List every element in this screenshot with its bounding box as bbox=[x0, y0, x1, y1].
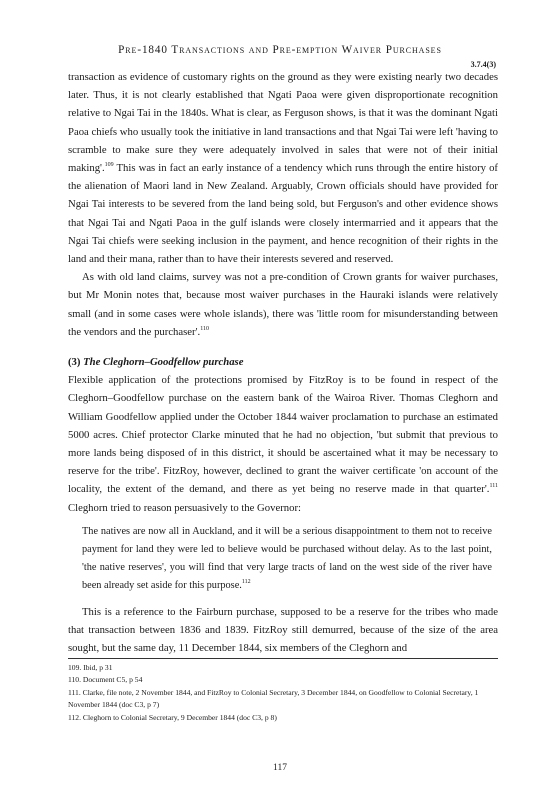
paragraph-4-text: This is a reference to the Fairburn purchase, supposed to be a reserve for the tribes who made that transaction between 1836 and 1839. FitzRoy still demurred, because of the size of the area sought, but the same day, 11 December 1844, six members of the Cleghorn and bbox=[68, 605, 498, 655]
block-quote-text: The natives are now all in Auckland, and it will be a serious disappointment to them not to receive payment for land they were led to believe would be purchased without delay. As to the last point, 'the native reserves', you will find that very large tracts of land on the west side of the river have been already set aside for this purpose. bbox=[82, 525, 492, 591]
running-head: Pre-1840 Transactions and Pre-emption Waiver Purchases bbox=[118, 44, 442, 56]
footnote-111: 111. Clarke, file note, 2 November 1844, and FitzRoy to Colonial Secretary, 3 December 1844, on Goodfellow to Colonial Secretary, 1 November 1844 (doc C3, p 7) bbox=[68, 687, 479, 710]
footnote-ref-110[interactable]: 110 bbox=[200, 325, 209, 332]
paragraph-3-text-b: Cleghorn tried to reason persuasively to the Governor: bbox=[68, 501, 301, 514]
footnote-ref-109[interactable]: 109 bbox=[104, 162, 114, 169]
subsection-title: The Cleghorn–Goodfellow purchase bbox=[83, 356, 244, 369]
subsection-heading bbox=[68, 353, 498, 371]
footnotes bbox=[68, 662, 498, 724]
footnote-112: 112. Cleghorn to Colonial Secretary, 9 December 1844 (doc C3, p 8) bbox=[68, 712, 277, 722]
footnote-ref-112[interactable]: 112 bbox=[241, 578, 251, 585]
subsection-number: (3) bbox=[68, 356, 81, 369]
paragraph-3-text-a: Flexible application of the protections promised by FitzRoy is to be found in respect of the Cleghorn–Goodfellow purchase on the eastern bank of the Wairoa River. Thomas Cleghorn and William Goodfellow applied under the October 1844 waiver proclamation to purchase an estimated 5000 acres. Chief protector Clarke minuted that he had no objection, 'but submit that previous to more lands being disposed of in this district, it should be ascertained what it may be necessary to reserve for the tribe'. FitzRoy, however, declined to grant the waiver certificate 'on account of the locality, the extent of the demand, and there as yet being no reserve made in that quarter'. bbox=[68, 374, 498, 496]
paragraph-1-text-a: transaction as evidence of customary rights on the ground as they were existing nearly two decades later. Thus, it is not clearly established that Ngati Paoa were given disproportionate recognition relative to Ngai Tai in the 1840s. What is clear, as Ferguson shows, is that it was the dominant Ngati Paoa chiefs who usually took the initiative in land transactions and that Ngai Tai were left 'having to scramble to make sure they were adequately involved in sales that were not of their initial making'. bbox=[68, 71, 498, 175]
footnote-110: 110. Document C5, p 54 bbox=[68, 675, 143, 685]
body-text bbox=[68, 68, 498, 657]
paragraph-3 bbox=[68, 371, 498, 517]
paragraph-4 bbox=[68, 603, 498, 658]
page-number: 117 bbox=[273, 763, 287, 773]
footnote-109: 109. Ibid, p 31 bbox=[68, 663, 113, 672]
paragraph-1 bbox=[68, 68, 498, 268]
footnote-ref-111[interactable]: 111 bbox=[489, 483, 498, 490]
paragraph-2 bbox=[68, 268, 498, 341]
footnote-rule bbox=[68, 658, 498, 659]
paragraph-2-text: As with old land claims, survey was not a pre-condition of Crown grants for waiver purchases, but Mr Monin notes that, because most waiver purchases in the Hauraki islands were relatively small (and in some cases were whole islands), there was 'little room for misunderstanding between the vendors and the purchaser'. bbox=[68, 271, 498, 338]
paragraph-1-text-b: This was in fact an early instance of a tendency which runs through the entire history of the alienation of Maori land in New Zealand. Arguably, Crown officials should have provided for Ngai Tai interests to be severed from the land being sold, but Ferguson's and other evidence shows that Ngai Tai and Ngati Paoa in the gulf islands were closely intermarried and it appears that the Ngai Tai chiefs were seeking inclusion in the payment, and hence recognition of their rights in the land and their mana, rather than to have their interests severed and reserved. bbox=[68, 162, 498, 266]
section-number: 3.7.4(3) bbox=[470, 60, 496, 69]
block-quote bbox=[82, 523, 492, 595]
